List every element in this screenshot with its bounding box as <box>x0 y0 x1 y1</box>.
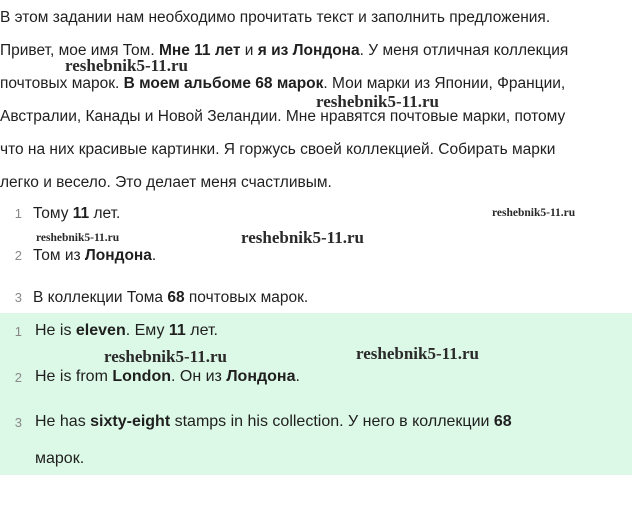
sentence-item: Том из Лондона. <box>33 247 157 264</box>
intro-line-6: легко и весело. Это делает меня счастливым. <box>0 174 332 191</box>
answer-number: 3 <box>14 415 22 430</box>
watermark: reshebnik5-11.ru <box>104 347 227 366</box>
watermark: reshebnik5-11.ru <box>316 92 439 111</box>
watermark: reshebnik5-11.ru <box>492 207 576 219</box>
answer-number: 1 <box>14 324 22 339</box>
watermark: reshebnik5-11.ru <box>356 344 479 363</box>
intro-line-1: В этом задании нам необходимо прочитать текст и заполнить предложения. <box>0 9 551 26</box>
answer-item-continuation: марок. <box>35 450 85 467</box>
intro-line-2: Привет, мое имя Том. Мне 11 лет и я из Лондона. У меня отличная коллекция <box>0 42 569 59</box>
watermark: reshebnik5-11.ru <box>36 232 120 244</box>
intro-text <box>0 0 630 199</box>
intro-line-3: почтовых марок. В моем альбоме 68 марок. Мои марки из Японии, Франции, <box>0 75 566 92</box>
intro-line-4: Австралии, Канады и Новой Зеландии. Мне нравятся почтовые марки, потому <box>0 108 566 125</box>
answer-number: 2 <box>14 370 22 385</box>
answer-item: He has sixty-eight stamps in his collection. У него в коллекции 68 <box>35 413 512 430</box>
answer-item: He is from London. Он из Лондона. <box>35 368 300 385</box>
sentence-number: 1 <box>14 206 22 221</box>
sentence-item: Тому 11 лет. <box>33 205 121 222</box>
sentence-number: 3 <box>14 290 22 305</box>
sentence-item: В коллекции Тома 68 почтовых марок. <box>33 289 309 306</box>
watermark: reshebnik5-11.ru <box>65 56 188 75</box>
sentence-number: 2 <box>14 248 22 263</box>
intro-line-5: что на них красивые картинки. Я горжусь своей коллекцией. Собирать марки <box>0 141 556 158</box>
answer-item: He is eleven. Ему 11 лет. <box>35 322 218 339</box>
watermark: reshebnik5-11.ru <box>241 228 364 247</box>
